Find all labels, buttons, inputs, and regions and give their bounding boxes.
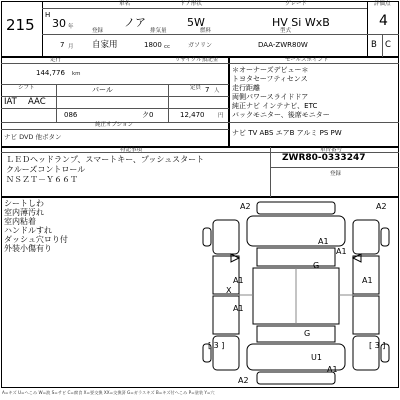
mark-a1-bottom: A1 <box>233 304 244 313</box>
equipment-list: ナビ TV ABS エアB アルミ PS PW <box>232 129 342 137</box>
mirror-left <box>231 254 239 262</box>
grade-label: グレード <box>285 1 308 7</box>
mark-a1-right-lower: A1 <box>362 276 373 285</box>
rear-bumper <box>257 372 335 384</box>
nav-value: ナビ DVD 他ボタン <box>4 133 62 141</box>
mark-a2-top-right: A2 <box>376 202 387 211</box>
chassis-number: ZWR80-0333247 <box>282 153 366 163</box>
right-slide-door <box>353 296 379 334</box>
nav-label: 純正オプション <box>95 122 134 128</box>
chassis-number-label: 車台番号 <box>320 147 343 153</box>
color-value: パール <box>92 86 113 94</box>
mark-a1-left: A1 <box>233 276 244 285</box>
inspector-item-0: シートしわ <box>4 199 44 208</box>
wheel-front-left <box>203 228 211 246</box>
ac-type: AAC <box>28 97 46 107</box>
fuel-value: ガソリン <box>188 42 213 49</box>
chassis-model-label: 型式 <box>280 28 292 34</box>
color-code: 086 <box>64 111 78 119</box>
notes-label: 特記事項 <box>120 147 143 153</box>
rear-glass <box>257 326 335 342</box>
left-front-fender <box>213 220 239 254</box>
selling-point-1: トヨタセーフティセンス <box>232 75 308 83</box>
inspector-item-2: 室内粘着 <box>4 217 36 226</box>
doors-label: ドア形状 <box>180 1 202 7</box>
month-unit: 月 <box>68 44 74 50</box>
notes-line-2: ＮＳＺＴ－Ｙ６６Ｔ <box>6 175 78 184</box>
grade-name: HV Si WxB <box>272 16 330 29</box>
mark-x-left: X <box>226 286 232 295</box>
score-label: 評価点 <box>374 1 391 7</box>
mark-a1-right-mid: A1 <box>336 247 347 256</box>
grade-exterior: C <box>385 40 391 50</box>
mirror-right <box>353 254 361 262</box>
mark-a2-top-left: A2 <box>240 202 251 211</box>
mileage-unit: km <box>72 71 81 77</box>
mark-a1-bottom2: A1 <box>327 365 338 374</box>
lot-number: 215 <box>6 16 35 34</box>
mark-g-bottom: G <box>304 329 311 338</box>
notes-line-0: ＬＥＤヘッドランプ、スマートキー、プッシュスタート <box>6 155 205 164</box>
month-value: 7 <box>60 41 65 49</box>
mark-a2-bottom-left: A2 <box>238 376 249 385</box>
selling-point-4: 純正ナビ インテナビ、ETC <box>232 102 318 110</box>
mark-g-center: G <box>313 261 320 270</box>
year-prefix: H <box>45 11 51 19</box>
grade-interior: B <box>371 40 377 50</box>
mark-bracket-right: [ 3 ] <box>369 341 386 350</box>
mileage-value: 144,776 <box>36 69 65 77</box>
windshield <box>257 248 335 266</box>
displacement-unit: cc <box>164 44 171 50</box>
selling-point-3: 両側パワースライドドア <box>232 93 309 101</box>
recycle-label: リサイクル預託金 <box>175 57 219 63</box>
color-code-2: ク0 <box>142 111 154 119</box>
capacity-label: 定員 <box>190 85 202 91</box>
transmission: IAT <box>4 97 17 107</box>
notes-line-1: クルーズコントロール <box>6 165 86 174</box>
inspector-item-5: 外装小傷有り <box>4 244 52 253</box>
chassis-model-value: DAA-ZWR80W <box>258 41 308 49</box>
front-bumper <box>257 202 335 214</box>
selling-point-0: ＊オーナーズデビュー＊ <box>232 66 309 74</box>
inspector-item-3: ハンドルすれ <box>4 226 52 235</box>
inspector-item-1: 室内薄汚れ <box>4 208 44 217</box>
cc-label: 排気量 <box>150 28 167 34</box>
mark-a1-right-upper: A1 <box>318 237 329 246</box>
right-front-door <box>353 256 379 294</box>
model-name: ノア <box>124 16 146 29</box>
left-slide-door <box>213 296 239 334</box>
shift-label: シフト <box>18 85 35 91</box>
seats-value: 7 <box>205 86 210 94</box>
usage-value: 自家用 <box>92 40 118 50</box>
chassis-number-sub: 登録 <box>330 171 342 177</box>
hood <box>247 216 345 246</box>
right-front-fender <box>353 220 379 254</box>
inspector-item-4: ダッシュ穴ロり付 <box>4 235 68 244</box>
mark-u1: U1 <box>311 353 322 362</box>
fuel-label: 燃料 <box>200 28 212 34</box>
displacement-value: 1800 <box>144 41 162 49</box>
door-type: 5W <box>187 16 205 29</box>
recycle-unit: 円 <box>218 113 224 119</box>
selling-point-2: 走行距離 <box>232 84 260 92</box>
wheel-front-right <box>381 228 389 246</box>
footer-legend: A=キズ U=へこみ W=波 S=サビ C=腐食 X=要交換 XX=交換済 G=ガラスキズ B=キズ付へこみ P=塗装 Y=穴 <box>2 390 215 395</box>
mark-bracket-left: [ 3 ] <box>208 341 225 350</box>
reg-label: 登録 <box>92 28 104 34</box>
selling-title: セールスポイント <box>285 57 329 63</box>
model-label: 車名 <box>119 1 131 7</box>
seats-unit: 人 <box>214 88 220 94</box>
recycle-value: 12,470 <box>180 111 205 119</box>
year-value: 30 <box>52 17 66 30</box>
mileage-label: 走行 <box>50 57 62 63</box>
score-value: 4 <box>379 13 388 29</box>
year-unit: 年 <box>68 24 74 30</box>
selling-point-5: バックモニター、後席モニター <box>232 111 330 119</box>
